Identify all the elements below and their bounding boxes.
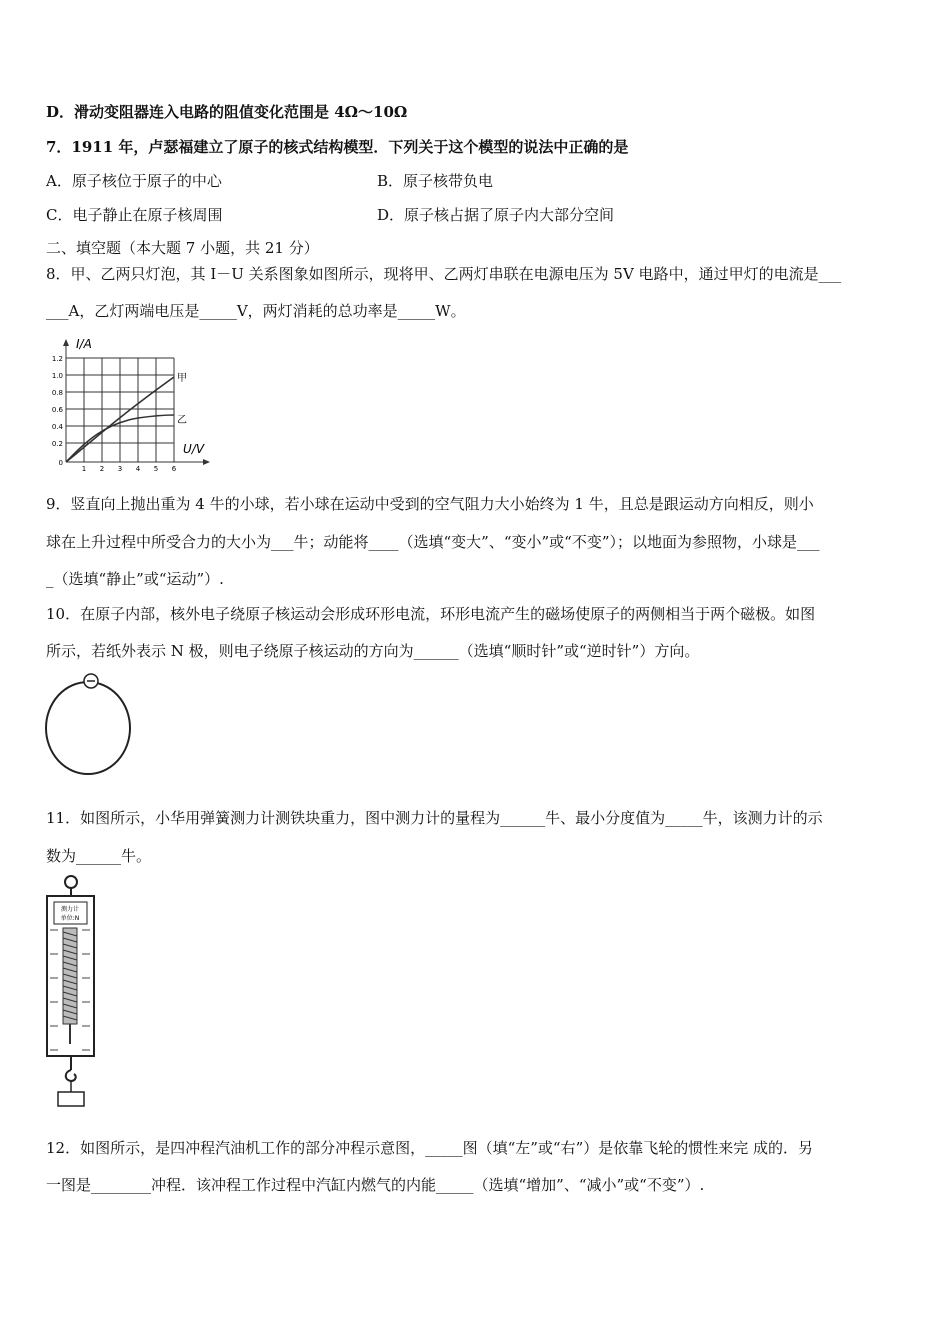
q7-option-c: C．电子静止在原子核周围 bbox=[46, 206, 223, 224]
y-tick: 0.8 bbox=[51, 389, 63, 397]
scale-label-2: 单位:N bbox=[60, 915, 80, 922]
atom-orbit-figure bbox=[42, 670, 134, 778]
q12-line-1: 12．如图所示，是四冲程汽油机工作的部分冲程示意图，_____图（填“左”或“右”）是依靠飞轮的惯性来完 成的．另 bbox=[46, 1139, 814, 1157]
y-tick: 1.2 bbox=[51, 355, 63, 363]
q11-line-2: 数为______牛。 bbox=[46, 847, 152, 865]
q7-option-a: A．原子核位于原子的中心 bbox=[46, 172, 222, 190]
iu-graph bbox=[44, 336, 214, 476]
q7-stem: 7．1911 年，卢瑟福建立了原子的核式结构模型．下列关于这个模型的说法中正确的是 bbox=[46, 138, 629, 156]
x-tick: 4 bbox=[135, 465, 141, 473]
q7-option-b: B．原子核带负电 bbox=[377, 172, 494, 190]
q8-line-1: 8．甲、乙两只灯泡，其 I－U 关系图象如图所示，现将甲、乙两灯串联在电源电压为 5V 电路中，通过甲灯的电流是___ bbox=[46, 265, 842, 283]
y-axis-label: I/A bbox=[76, 337, 92, 351]
q12-line-2: 一图是________冲程．该冲程工作过程中汽缸内燃气的内能_____（选填“增加”、“减小”或“不变”）. bbox=[46, 1176, 705, 1194]
y-tick: 0.4 bbox=[51, 423, 63, 431]
q9-line-2: 球在上升过程中所受合力的大小为___牛；动能将____（选填“变大”、“变小”或“不变”）；以地面为参照物，小球是___ bbox=[46, 533, 820, 551]
q7-option-d: D．原子核占据了原子内大部分空间 bbox=[377, 206, 615, 224]
section-2-title: 二、填空题（本大题 7 小题，共 21 分） bbox=[46, 239, 319, 257]
label-jia: 甲 bbox=[177, 373, 187, 384]
x-tick: 6 bbox=[171, 465, 177, 473]
y-tick: 0.2 bbox=[51, 440, 63, 448]
y-tick: 0 bbox=[58, 459, 63, 467]
q10-line-1: 10．在原子内部，核外电子绕原子核运动会形成环形电流，环形电流产生的磁场使原子的两侧相当于两个磁极。如图 bbox=[46, 605, 816, 623]
label-yi: 乙 bbox=[177, 415, 187, 426]
q6-option-d: D．滑动变阻器连入电路的阻值变化范围是 4Ω～10Ω bbox=[46, 103, 408, 121]
x-tick: 3 bbox=[117, 465, 123, 473]
q9-line-3: _（选填“静止”或“运动”）. bbox=[46, 570, 224, 588]
x-tick: 5 bbox=[153, 465, 159, 473]
scale-label-1: 测力计 bbox=[60, 906, 80, 913]
q11-line-1: 11．如图所示，小华用弹簧测力计测铁块重力，图中测力计的量程为______牛、最小分度值为_____牛，该测力计的示 bbox=[46, 809, 823, 827]
y-tick: 0.6 bbox=[51, 406, 63, 414]
q8-line-2: ___A，乙灯两端电压是_____V，两灯消耗的总功率是_____W。 bbox=[46, 302, 466, 320]
x-axis-label: U/V bbox=[183, 442, 205, 456]
spring-scale-figure bbox=[40, 874, 100, 1114]
y-tick: 1.0 bbox=[51, 372, 63, 380]
q9-line-1: 9．竖直向上抛出重为 4 牛的小球，若小球在运动中受到的空气阻力大小始终为 1 牛，且总是跟运动方向相反，则小 bbox=[46, 495, 814, 513]
x-tick: 2 bbox=[99, 465, 105, 473]
q10-line-2: 所示，若纸外表示 N 极，则电子绕原子核运动的方向为______（选填“顺时针”或“逆时针”）方向。 bbox=[46, 642, 700, 660]
x-tick: 1 bbox=[81, 465, 87, 473]
